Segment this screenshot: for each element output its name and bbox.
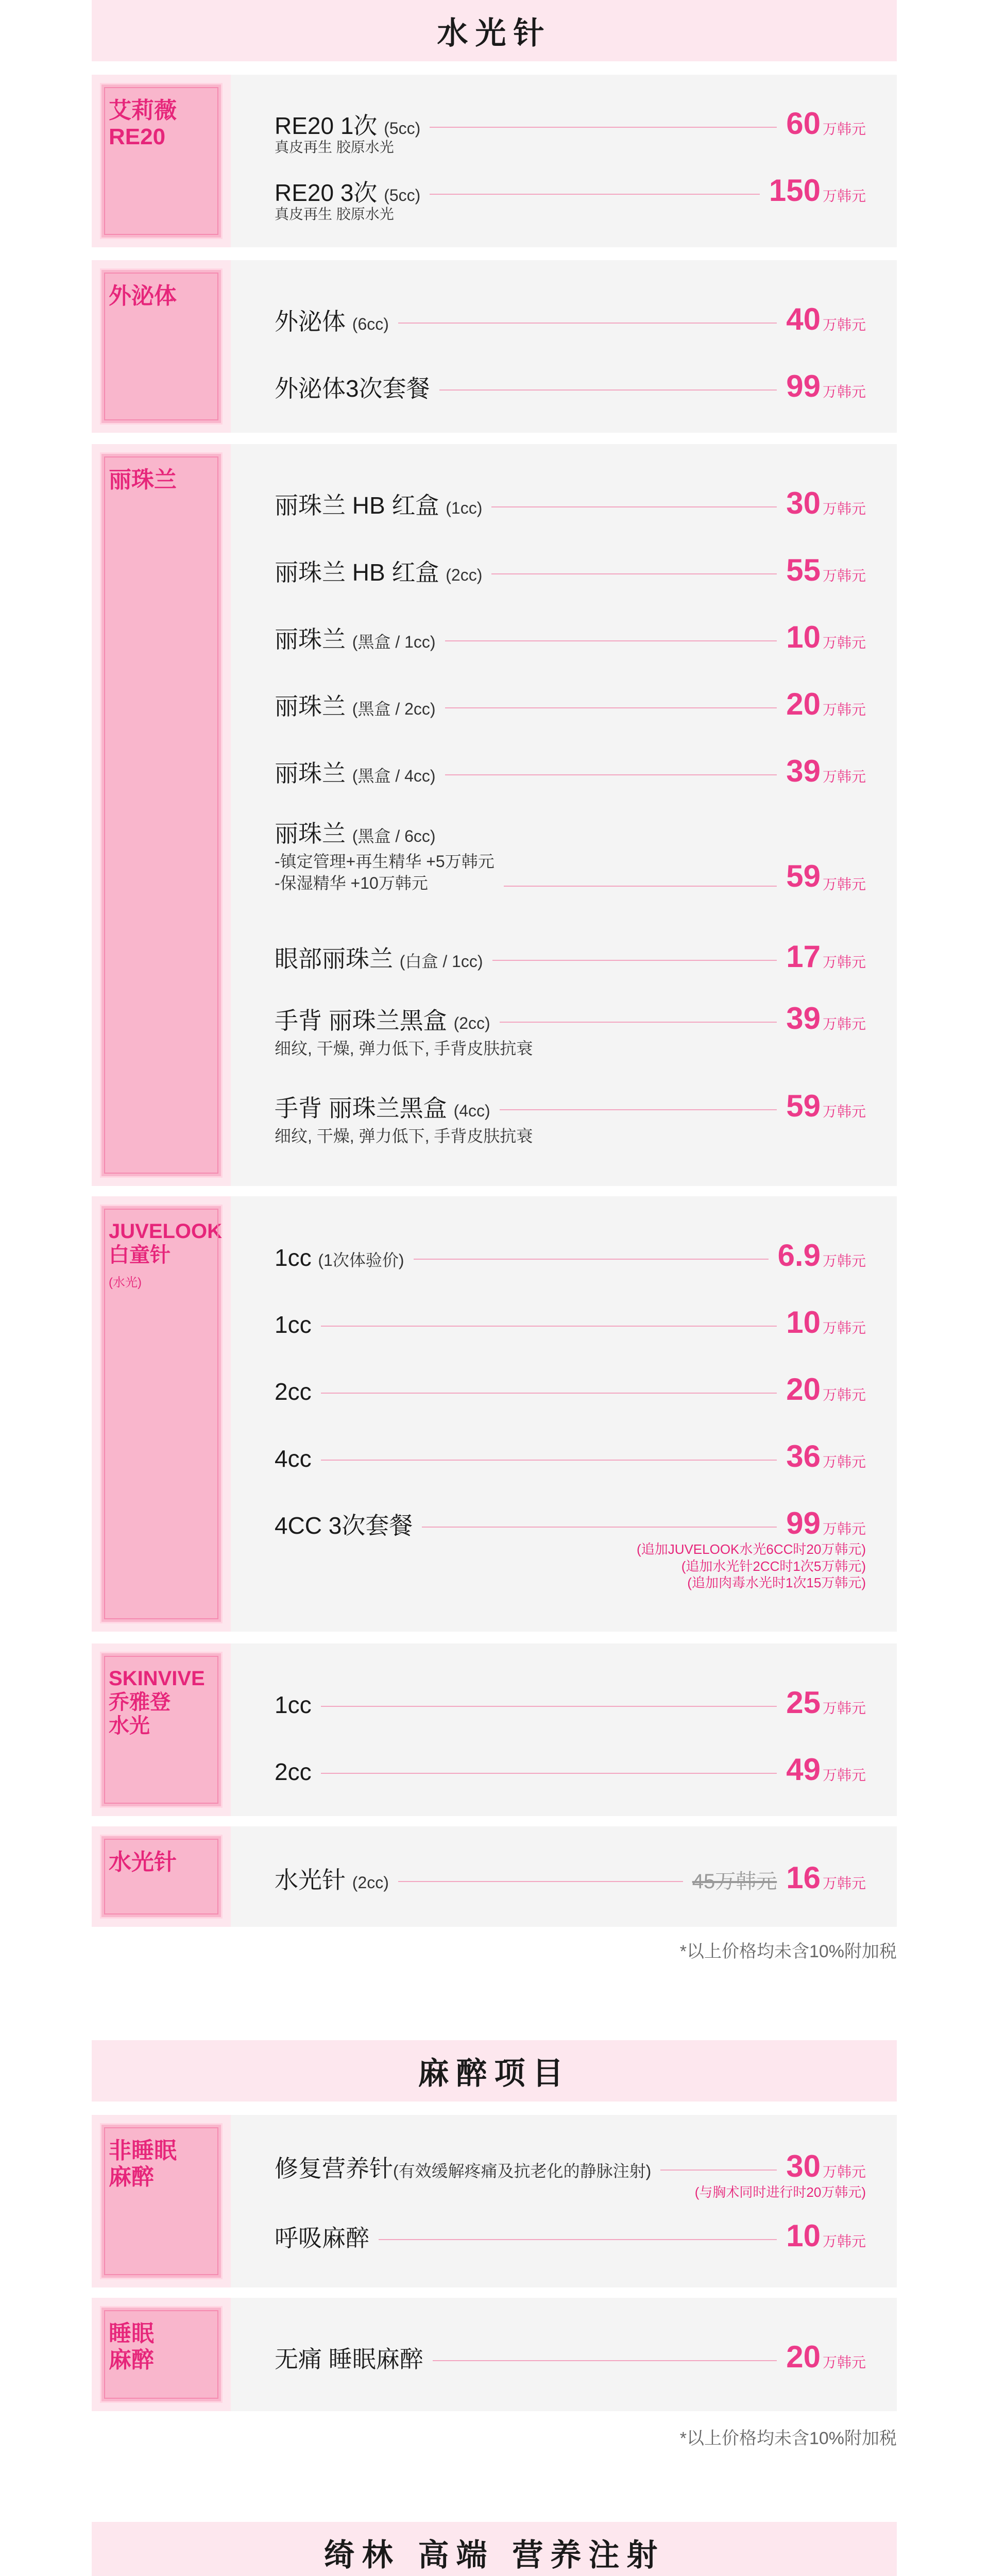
category-block-sleep (92, 2298, 897, 2411)
tax-note: *以上价格均未含10%附加税 (679, 1942, 897, 1961)
price-item: 呼吸麻醉 10 万韩元 (275, 2218, 866, 2253)
category-label: 丽珠兰 (92, 444, 231, 1186)
category-block-aqua (92, 1826, 897, 1927)
category-label: 外泌体 (92, 260, 231, 433)
section-header-shuiguang: 水光针 (92, 0, 897, 61)
category-label: SKINVIVE 乔雅登 水光 (92, 1643, 231, 1816)
price-item: 2cc 49 万韩元 (275, 1752, 866, 1787)
price-item: 丽珠兰 (黑盒 / 4cc) 39 万韩元 (275, 754, 866, 788)
category-label: 睡眠 麻醉 (92, 2298, 231, 2411)
category-label: 非睡眠 麻醉 (92, 2115, 231, 2287)
category-block-skinvive (92, 1643, 897, 1816)
price-item: 外泌体 (6cc) 40 万韩元 (275, 302, 866, 336)
tax-note: *以上价格均未含10%附加税 (679, 2429, 897, 2448)
price-item: 1cc 10 万韩元 (275, 1305, 866, 1340)
category-label: 水光针 (92, 1826, 231, 1927)
category-block-nonsleep (92, 2115, 897, 2287)
category-block-juvelook (92, 1196, 897, 1632)
original-price: 45万韩元 (692, 1870, 777, 1893)
price-item: RE20 1次 (5cc) 60 万韩元 真皮再生 胶原水光 (275, 106, 866, 155)
category-label: JUVELOOK 白童针 (水光) (92, 1196, 231, 1632)
price-item: RE20 3次 (5cc) 150 万韩元 真皮再生 胶原水光 (275, 173, 866, 222)
price-item: 丽珠兰 (黑盒 / 6cc) -镇定管理+再生精华 +5万韩元 -保湿精华 +10万韩元 59 万韩元 (275, 820, 866, 894)
price-item: 丽珠兰 (黑盒 / 2cc) 20 万韩元 (275, 687, 866, 721)
category-block-rejuran (92, 444, 897, 1186)
price-item: 4cc 36 万韩元 (275, 1439, 866, 1473)
price-item: 修复营养针(有效缓解疼痛及抗老化的静脉注射) 30 万韩元 (与胸术同时进行时20万韩元) (275, 2149, 866, 2200)
category-block-exosome (92, 260, 897, 433)
price-item: 丽珠兰 HB 红盒 (2cc) 55 万韩元 (275, 553, 866, 587)
price-item: 眼部丽珠兰 (白盒 / 1cc) 17 万韩元 (275, 939, 866, 974)
price-item: 手背 丽珠兰黑盒 (2cc) 39 万韩元 细纹, 干燥, 弹力低下, 手背皮肤抗衰 (275, 1001, 866, 1058)
price-item: 丽珠兰 (黑盒 / 1cc) 10 万韩元 (275, 620, 866, 654)
section-header-anesthesia: 麻醉项目 (92, 2040, 897, 2102)
price-item: 手背 丽珠兰黑盒 (4cc) 59 万韩元 细纹, 干燥, 弹力低下, 手背皮肤抗衰 (275, 1089, 866, 1145)
price-item: 丽珠兰 HB 红盒 (1cc) 30 万韩元 (275, 486, 866, 520)
price-item: 2cc 20 万韩元 (275, 1372, 866, 1406)
price-item: 外泌体3次套餐 99 万韩元 (275, 369, 866, 403)
category-block-re20 (92, 75, 897, 247)
price-item: 1cc 25 万韩元 (275, 1685, 866, 1720)
price-item: 4CC 3次套餐 99 万韩元 (追加JUVELOOK水光6CC时20万韩元) (追加水光针2CC时1次5万韩元) (追加肉毒水光时1次15万韩元) (275, 1506, 866, 1590)
price-item: 1cc (1次体验价) 6.9 万韩元 (275, 1238, 866, 1273)
category-label: 艾莉薇 RE20 (92, 75, 231, 247)
price-item: 水光针 (2cc) 45万韩元 16 万韩元 (275, 1860, 866, 1895)
section-header-iv: 绮林 高端 营养注射 (92, 2522, 897, 2576)
price-item: 无痛 睡眠麻醉 20 万韩元 (275, 2340, 866, 2374)
